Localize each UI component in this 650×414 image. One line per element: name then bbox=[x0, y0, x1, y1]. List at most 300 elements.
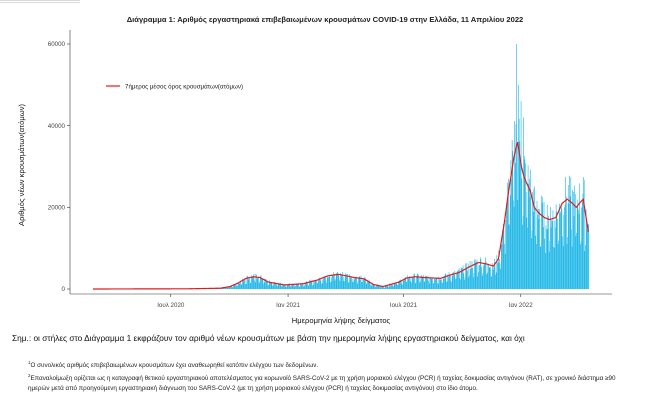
footnote-2-mark: 2 bbox=[28, 373, 31, 378]
daily-bar bbox=[444, 279, 445, 289]
daily-bar bbox=[581, 241, 582, 289]
daily-bar bbox=[324, 276, 325, 289]
daily-bar bbox=[576, 236, 577, 289]
daily-bar bbox=[578, 200, 579, 289]
daily-bar bbox=[408, 278, 409, 289]
daily-bar bbox=[224, 288, 225, 289]
daily-bar bbox=[371, 286, 372, 289]
daily-bar bbox=[522, 225, 523, 289]
daily-bar bbox=[481, 259, 482, 289]
daily-bar bbox=[355, 277, 356, 289]
daily-bar bbox=[266, 281, 267, 289]
daily-bar bbox=[344, 281, 345, 289]
daily-bar bbox=[342, 274, 343, 289]
daily-bar bbox=[245, 284, 246, 289]
daily-bar bbox=[279, 284, 280, 289]
chart-note: Σημ.: οι στήλες στο Διάγραμμα 1 εκφράζουν τον αριθμό νέων κρουσμάτων με βάση την ημερομηνία λήψης εργαστηριακού δείγματος, και όχι bbox=[12, 333, 525, 343]
daily-bar bbox=[437, 283, 438, 289]
daily-bar bbox=[490, 267, 491, 289]
daily-bar bbox=[531, 238, 532, 289]
daily-bar bbox=[584, 180, 585, 289]
daily-bar bbox=[488, 265, 489, 289]
daily-bar bbox=[295, 286, 296, 289]
daily-bar bbox=[294, 284, 295, 289]
daily-bar bbox=[320, 281, 321, 289]
daily-bar bbox=[430, 277, 431, 289]
daily-bar bbox=[417, 274, 418, 289]
daily-bar bbox=[425, 281, 426, 289]
daily-bar bbox=[396, 284, 397, 289]
daily-bar bbox=[535, 206, 536, 289]
daily-bar bbox=[242, 284, 243, 289]
daily-bar bbox=[360, 280, 361, 289]
daily-bar bbox=[372, 284, 373, 289]
daily-bar bbox=[479, 265, 480, 289]
daily-bar bbox=[232, 287, 233, 289]
daily-bar bbox=[332, 275, 333, 289]
daily-bar bbox=[542, 197, 543, 289]
daily-bar bbox=[523, 118, 524, 290]
daily-bar bbox=[245, 279, 246, 289]
daily-bar bbox=[555, 220, 556, 289]
daily-bar bbox=[249, 277, 250, 289]
daily-bar bbox=[285, 285, 286, 289]
daily-bar bbox=[411, 283, 412, 289]
daily-bar bbox=[393, 286, 394, 289]
daily-bar bbox=[351, 277, 352, 289]
daily-bar bbox=[588, 224, 589, 289]
daily-bar bbox=[507, 203, 508, 289]
daily-bar bbox=[553, 247, 554, 289]
daily-bar bbox=[356, 277, 357, 289]
daily-bar bbox=[337, 275, 338, 289]
daily-bar bbox=[431, 278, 432, 289]
daily-bar bbox=[432, 278, 433, 289]
daily-bar bbox=[391, 285, 392, 289]
daily-bar bbox=[530, 197, 531, 289]
daily-bar bbox=[329, 277, 330, 289]
chart-title: Διάγραμμα 1: Αριθμός εργαστηριακά επιβεβαιωμένων κρουσμάτων COVID-19 στην Ελλάδα, 11 Απριλίου 2022 bbox=[126, 15, 524, 24]
daily-bar bbox=[414, 274, 415, 289]
daily-bar bbox=[240, 283, 241, 289]
daily-bar bbox=[517, 145, 518, 289]
daily-bar bbox=[479, 265, 480, 289]
daily-bar bbox=[413, 277, 414, 289]
daily-bar bbox=[244, 280, 245, 289]
daily-bar bbox=[287, 285, 288, 289]
daily-bar bbox=[358, 278, 359, 289]
daily-bar bbox=[305, 283, 306, 289]
daily-bar bbox=[532, 230, 533, 289]
daily-bar bbox=[268, 285, 269, 289]
daily-bar bbox=[548, 216, 549, 289]
daily-bar bbox=[235, 285, 236, 289]
daily-bar bbox=[571, 229, 572, 289]
daily-bar bbox=[358, 282, 359, 289]
daily-bar bbox=[307, 283, 308, 289]
daily-bar bbox=[516, 44, 517, 289]
daily-bar bbox=[368, 282, 369, 289]
daily-bar bbox=[415, 283, 416, 289]
daily-bar bbox=[314, 282, 315, 289]
daily-bar bbox=[545, 253, 546, 289]
daily-bar bbox=[553, 210, 554, 289]
daily-bar bbox=[404, 279, 405, 289]
daily-bar bbox=[485, 258, 486, 289]
daily-bar bbox=[453, 273, 454, 289]
daily-bar bbox=[520, 162, 521, 289]
daily-bar bbox=[451, 282, 452, 289]
daily-bar bbox=[380, 287, 381, 289]
daily-bar bbox=[586, 223, 587, 289]
daily-bar bbox=[499, 259, 500, 289]
daily-bar bbox=[585, 251, 586, 289]
daily-bar bbox=[490, 267, 491, 289]
daily-bar bbox=[436, 279, 437, 289]
daily-bar bbox=[273, 283, 274, 289]
daily-bar bbox=[440, 280, 441, 289]
daily-bar bbox=[547, 205, 548, 289]
daily-bar bbox=[464, 280, 465, 289]
daily-bar bbox=[526, 192, 527, 289]
daily-bar bbox=[384, 288, 385, 289]
daily-bar bbox=[375, 287, 376, 289]
daily-bar bbox=[557, 219, 558, 289]
daily-bar bbox=[270, 282, 271, 289]
daily-bar bbox=[498, 262, 499, 289]
x-axis-title: Ημερομηνία λήψης δείγματος bbox=[291, 316, 391, 325]
daily-bar bbox=[313, 285, 314, 289]
daily-bar bbox=[509, 224, 510, 289]
daily-bar bbox=[268, 285, 269, 289]
daily-bar bbox=[423, 278, 424, 289]
daily-bar bbox=[290, 286, 291, 289]
daily-bar bbox=[239, 283, 240, 289]
daily-bar bbox=[327, 276, 328, 289]
daily-bar bbox=[566, 197, 567, 289]
daily-bar bbox=[335, 281, 336, 289]
daily-bar bbox=[515, 163, 516, 289]
daily-bar bbox=[468, 277, 469, 289]
daily-bar bbox=[324, 277, 325, 289]
daily-bar bbox=[419, 283, 420, 289]
daily-bar bbox=[554, 248, 555, 289]
daily-bar bbox=[496, 272, 497, 289]
daily-bar bbox=[549, 241, 550, 289]
daily-bar bbox=[561, 206, 562, 289]
daily-bar bbox=[340, 281, 341, 289]
daily-bar bbox=[570, 196, 571, 289]
daily-bar bbox=[460, 278, 461, 289]
daily-bar bbox=[350, 278, 351, 289]
daily-bar bbox=[477, 260, 478, 289]
daily-bar bbox=[544, 239, 545, 289]
daily-bar bbox=[465, 264, 466, 289]
daily-bar bbox=[370, 285, 371, 289]
daily-bar bbox=[343, 277, 344, 289]
daily-bar bbox=[412, 278, 413, 289]
daily-bar bbox=[317, 283, 318, 289]
daily-bar bbox=[361, 282, 362, 289]
daily-bar bbox=[257, 277, 258, 289]
daily-bar bbox=[282, 286, 283, 289]
daily-bar bbox=[544, 202, 545, 289]
daily-bar bbox=[273, 286, 274, 289]
x-tick-label: Ιαν 2021 bbox=[276, 302, 301, 309]
daily-bar bbox=[562, 208, 563, 289]
daily-bar bbox=[482, 276, 483, 289]
daily-bar bbox=[288, 285, 289, 289]
daily-bar bbox=[430, 277, 431, 289]
daily-bar bbox=[532, 192, 533, 289]
daily-bar bbox=[241, 285, 242, 289]
daily-bar bbox=[379, 287, 380, 289]
daily-bar bbox=[279, 284, 280, 289]
daily-bar bbox=[447, 282, 448, 289]
daily-bar bbox=[581, 208, 582, 289]
daily-bar bbox=[422, 276, 423, 289]
daily-bar bbox=[344, 281, 345, 289]
daily-bar bbox=[500, 264, 501, 289]
daily-bar bbox=[450, 276, 451, 289]
daily-bar bbox=[489, 267, 490, 289]
daily-bar bbox=[278, 284, 279, 289]
daily-bar bbox=[548, 229, 549, 289]
daily-bar bbox=[504, 226, 505, 289]
daily-bar bbox=[352, 279, 353, 289]
daily-bar bbox=[509, 225, 510, 289]
daily-bar bbox=[300, 287, 301, 289]
daily-bar bbox=[440, 279, 441, 289]
daily-bar bbox=[518, 200, 519, 289]
daily-bar bbox=[530, 170, 531, 289]
daily-bar bbox=[249, 278, 250, 289]
daily-bar bbox=[480, 257, 481, 289]
daily-bar bbox=[495, 264, 496, 289]
daily-bar bbox=[488, 264, 489, 289]
daily-bar bbox=[328, 278, 329, 289]
daily-bar bbox=[433, 283, 434, 289]
daily-bar bbox=[333, 275, 334, 289]
daily-bar bbox=[444, 276, 445, 289]
daily-bar bbox=[426, 276, 427, 289]
daily-bar bbox=[493, 270, 494, 289]
daily-bar bbox=[577, 207, 578, 289]
daily-bar bbox=[416, 277, 417, 289]
daily-bar bbox=[384, 288, 385, 289]
daily-bar bbox=[271, 283, 272, 289]
daily-bar bbox=[390, 285, 391, 289]
daily-bar bbox=[556, 212, 557, 289]
daily-bar bbox=[393, 286, 394, 289]
daily-bar bbox=[286, 287, 287, 289]
daily-bar bbox=[246, 284, 247, 289]
footnote-1-mark: 1 bbox=[28, 360, 31, 365]
daily-bar bbox=[410, 278, 411, 289]
daily-bar bbox=[502, 230, 503, 289]
daily-bar bbox=[407, 281, 408, 289]
daily-bar bbox=[361, 275, 362, 289]
daily-bar bbox=[565, 205, 566, 289]
daily-bar bbox=[484, 264, 485, 289]
daily-bar bbox=[540, 247, 541, 289]
daily-bar bbox=[539, 219, 540, 289]
daily-bar bbox=[552, 221, 553, 289]
daily-bar bbox=[541, 246, 542, 289]
daily-bar bbox=[469, 275, 470, 289]
daily-bar bbox=[412, 277, 413, 289]
daily-bar bbox=[463, 265, 464, 289]
daily-bar bbox=[243, 280, 244, 289]
daily-bar bbox=[527, 218, 528, 289]
daily-bar bbox=[394, 284, 395, 289]
daily-bar bbox=[238, 283, 239, 289]
daily-bar bbox=[483, 273, 484, 289]
daily-bar bbox=[406, 282, 407, 289]
daily-bar bbox=[303, 286, 304, 289]
y-tick-label: 60000 bbox=[47, 41, 65, 49]
daily-bar bbox=[349, 282, 350, 289]
daily-bar bbox=[487, 273, 488, 289]
daily-bar bbox=[416, 282, 417, 289]
daily-bar bbox=[536, 244, 537, 289]
daily-bar bbox=[293, 285, 294, 289]
daily-bar bbox=[583, 177, 584, 289]
daily-bar bbox=[252, 276, 253, 289]
daily-bar bbox=[286, 287, 287, 289]
daily-bar bbox=[481, 267, 482, 289]
daily-bar bbox=[433, 283, 434, 289]
daily-bar bbox=[231, 286, 232, 289]
daily-bar bbox=[434, 279, 435, 289]
daily-bar bbox=[576, 233, 577, 289]
daily-bar bbox=[459, 268, 460, 289]
daily-bar bbox=[519, 141, 520, 289]
daily-bar bbox=[565, 177, 566, 289]
daily-bar bbox=[243, 281, 244, 289]
daily-bar bbox=[562, 236, 563, 289]
footnote-1-text: Ο συνολικός αριθμός επιβεβαιωμένων κρουσμάτων έχει αναθεωρηθεί κατόπιν ελέγχου των δεδομένων. bbox=[30, 362, 319, 370]
daily-bar bbox=[402, 285, 403, 289]
daily-bar bbox=[391, 284, 392, 289]
daily-bar bbox=[513, 200, 514, 289]
daily-bar bbox=[383, 287, 384, 289]
daily-bar bbox=[331, 282, 332, 289]
daily-bar bbox=[563, 215, 564, 289]
daily-bar bbox=[560, 213, 561, 289]
daily-bar bbox=[543, 227, 544, 289]
daily-bar bbox=[366, 283, 367, 289]
daily-bar bbox=[454, 275, 455, 289]
daily-bar bbox=[511, 179, 512, 289]
daily-bar bbox=[420, 281, 421, 289]
daily-bar bbox=[328, 277, 329, 289]
daily-bar bbox=[403, 281, 404, 289]
daily-bar bbox=[326, 280, 327, 289]
daily-bar bbox=[483, 266, 484, 289]
daily-bar bbox=[455, 279, 456, 289]
daily-bar bbox=[456, 278, 457, 289]
daily-bar bbox=[456, 273, 457, 289]
daily-bar bbox=[539, 209, 540, 289]
daily-bar bbox=[580, 244, 581, 289]
daily-bar bbox=[446, 273, 447, 289]
daily-bar bbox=[549, 252, 550, 289]
daily-bar bbox=[533, 212, 534, 289]
daily-bar bbox=[259, 282, 260, 289]
daily-bar bbox=[569, 204, 570, 289]
daily-bar bbox=[388, 286, 389, 289]
daily-bar bbox=[521, 178, 522, 289]
daily-bar bbox=[567, 237, 568, 289]
daily-bar bbox=[538, 209, 539, 289]
daily-bar bbox=[519, 119, 520, 289]
daily-bar bbox=[263, 284, 264, 289]
daily-bar bbox=[427, 279, 428, 289]
daily-bar bbox=[564, 207, 565, 289]
daily-bar bbox=[528, 184, 529, 289]
daily-bar bbox=[474, 273, 475, 289]
daily-bar bbox=[472, 268, 473, 289]
daily-bar bbox=[264, 283, 265, 289]
daily-bar bbox=[435, 279, 436, 289]
daily-bar bbox=[501, 242, 502, 289]
daily-bar bbox=[308, 285, 309, 289]
daily-bar bbox=[448, 277, 449, 289]
daily-bar bbox=[363, 279, 364, 289]
daily-bar bbox=[400, 282, 401, 289]
daily-bar bbox=[318, 281, 319, 289]
x-tick-label: Ιουλ 2020 bbox=[157, 302, 185, 309]
y-tick-label: 40000 bbox=[47, 122, 65, 130]
daily-bar bbox=[537, 201, 538, 289]
daily-bar bbox=[405, 278, 406, 289]
daily-bar bbox=[261, 275, 262, 289]
y-tick-label: 20000 bbox=[47, 204, 65, 212]
daily-bar bbox=[352, 282, 353, 289]
daily-bar bbox=[478, 272, 479, 289]
daily-bar bbox=[435, 279, 436, 289]
daily-bar bbox=[367, 281, 368, 289]
daily-bar bbox=[563, 246, 564, 289]
daily-bar bbox=[301, 285, 302, 289]
daily-bar bbox=[506, 204, 507, 289]
daily-bar bbox=[277, 286, 278, 289]
daily-bar bbox=[497, 262, 498, 289]
daily-bar bbox=[304, 286, 305, 289]
daily-bar bbox=[254, 274, 255, 289]
daily-bar bbox=[473, 277, 474, 289]
daily-bar bbox=[535, 236, 536, 289]
daily-bar bbox=[512, 151, 513, 289]
daily-bar bbox=[342, 272, 343, 289]
daily-bar bbox=[528, 165, 529, 289]
daily-bar bbox=[308, 286, 309, 289]
daily-bar bbox=[505, 220, 506, 289]
daily-bar bbox=[534, 187, 535, 289]
daily-bar bbox=[560, 212, 561, 289]
daily-bar bbox=[284, 285, 285, 289]
daily-bar bbox=[236, 286, 237, 289]
axis-ticks bbox=[48, 41, 533, 309]
daily-bar bbox=[402, 284, 403, 289]
daily-bar bbox=[354, 278, 355, 289]
daily-bar bbox=[341, 274, 342, 289]
daily-bar bbox=[514, 207, 515, 289]
daily-bar bbox=[518, 85, 519, 289]
daily-bar bbox=[374, 285, 375, 289]
daily-bar bbox=[559, 204, 560, 289]
